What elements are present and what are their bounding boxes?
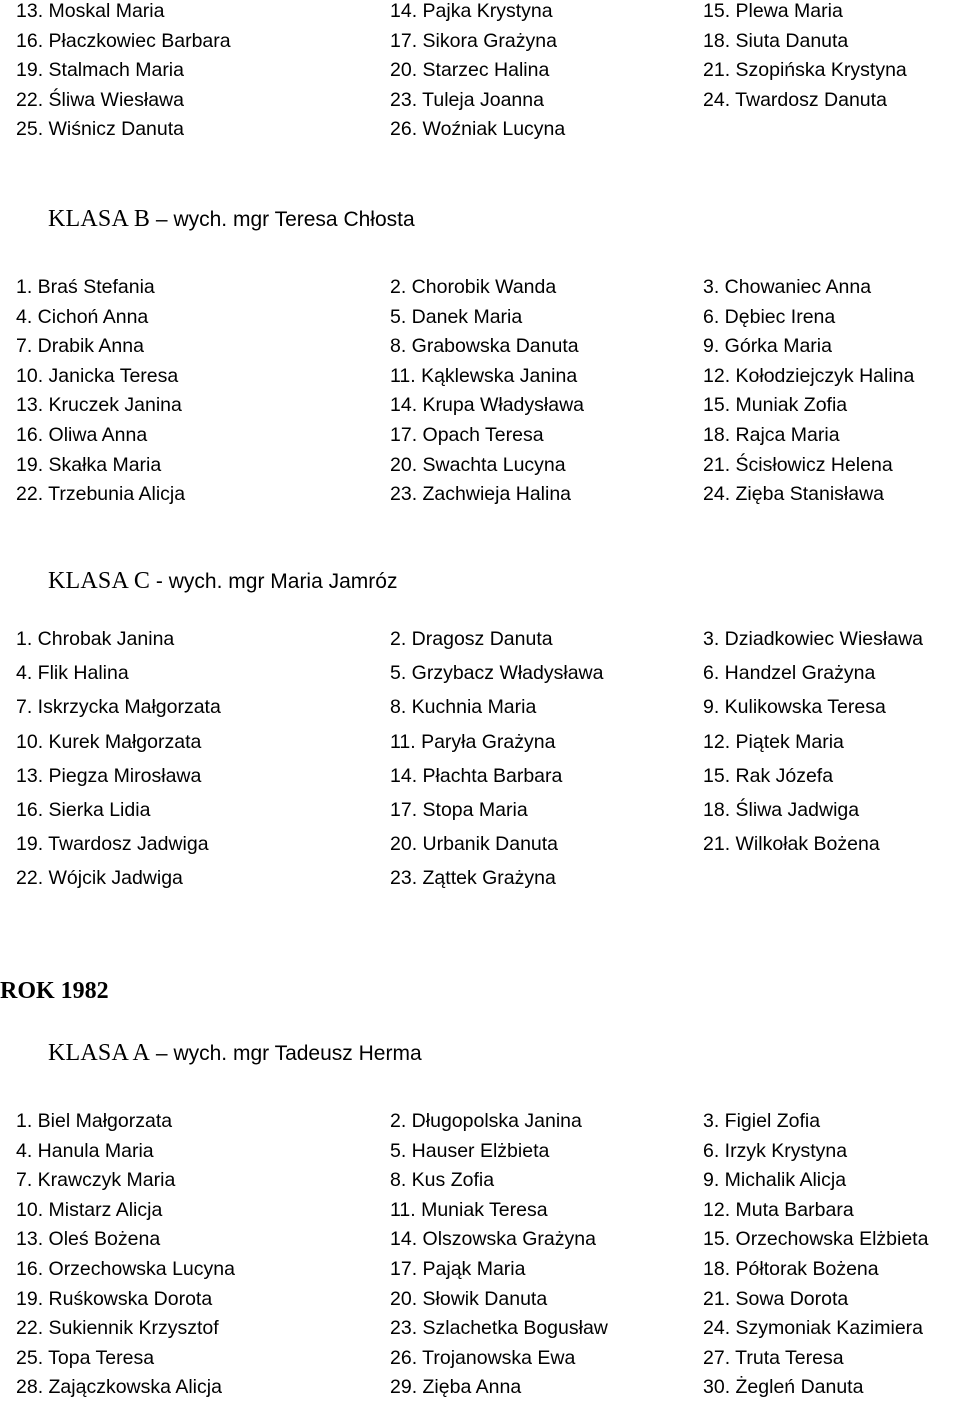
list-row [0,628,960,662]
list-row [0,394,960,424]
student-entry: 19. Skałka Maria [16,453,162,476]
student-entry: 9. Górka Maria [703,335,832,358]
list-row [0,0,960,30]
student-entry: 25. Wiśnicz Danuta [16,118,184,141]
list-row [0,365,960,395]
class-a-label: KLASA A [48,1040,151,1066]
student-entry: 28. Zajączkowska Alicja [16,1376,222,1399]
student-entry: 9. Michalik Alicja [703,1169,847,1192]
student-entry: 20. Starzec Halina [390,59,550,82]
student-entry: 1. Biel Małgorzata [16,1110,173,1132]
student-entry: 16. Płaczkowiec Barbara [16,29,231,52]
list-row [0,306,960,336]
student-entry: 10. Kurek Małgorzata [16,730,202,753]
student-entry: 6. Irzyk Krystyna [703,1139,848,1162]
student-entry: 27. Truta Teresa [703,1346,844,1369]
student-entry: 17. Sikora Grażyna [390,29,557,52]
student-entry: 15. Rak Józefa [703,764,834,787]
student-entry: 12. Kołodziejczyk Halina [703,364,915,387]
student-entry: 29. Zięba Anna [390,1376,522,1399]
student-entry: 11. Paryła Grażyna [390,730,556,753]
student-entry: 1. Braś Stefania [16,276,155,298]
student-entry: 15. Orzechowska Elżbieta [703,1228,929,1251]
student-entry: 6. Handzel Grażyna [703,662,876,685]
student-entry: 16. Oliwa Anna [16,423,148,446]
list-row [0,1317,960,1347]
student-entry: 18. Półtorak Bożena [703,1257,879,1280]
student-entry: 6. Dębiec Irena [703,305,836,328]
student-entry: 18. Rajca Maria [703,423,840,446]
list-row [0,454,960,484]
list-row [0,59,960,89]
student-entry: 4. Flik Halina [16,662,129,685]
student-entry: 2. Chorobik Wanda [390,276,557,298]
class-c-teacher: - wych. mgr Maria Jamróz [150,570,398,593]
student-entry: 23. Ząttek Grażyna [390,867,556,890]
list-row [0,424,960,454]
student-entry: 11. Muniak Teresa [390,1198,548,1221]
student-entry: 17. Opach Teresa [390,423,544,446]
list-row [0,1140,960,1170]
list-row [0,276,960,306]
list-row [0,1169,960,1199]
student-entry: 3. Figiel Zofia [703,1110,821,1132]
student-entry: 5. Danek Maria [390,305,523,328]
student-entry: 17. Pająk Maria [390,1257,526,1280]
list-row [0,89,960,119]
student-entry: 9. Kulikowska Teresa [703,696,886,719]
list-row [0,483,960,513]
class-a-heading [48,1040,422,1067]
student-entry: 14. Olszowska Grażyna [390,1228,596,1251]
student-entry: 2. Dragosz Danuta [390,628,553,650]
student-entry: 23. Zachwieja Halina [390,483,572,506]
list-row [0,1228,960,1258]
student-entry: 21. Ścisłowicz Helena [703,453,893,476]
student-entry: 19. Twardosz Jadwiga [16,833,209,856]
student-entry: 16. Sierka Lidia [16,798,151,821]
student-entry: 8. Kuchnia Maria [390,696,537,719]
student-entry: 20. Swachta Lucyna [390,453,566,476]
student-entry: 5. Hauser Elżbieta [390,1139,550,1162]
class-c-label: KLASA C [48,568,151,594]
class-a-list [0,1110,960,1406]
list-row [0,696,960,730]
student-entry: 13. Piegza Mirosława [16,764,202,787]
class-b-heading [48,206,415,233]
student-entry: 14. Płachta Barbara [390,764,563,787]
student-entry: 26. Woźniak Lucyna [390,118,566,141]
student-entry: 22. Śliwa Wiesława [16,88,184,111]
student-entry: 24. Szymoniak Kazimiera [703,1317,924,1340]
student-entry: 4. Hanula Maria [16,1139,154,1162]
student-entry: 10. Mistarz Alicja [16,1198,163,1221]
student-entry: 13. Oleś Bożena [16,1228,161,1251]
student-entry: 3. Dziadkowiec Wiesława [703,628,923,650]
list-row [0,833,960,867]
student-entry: 15. Plewa Maria [703,0,843,22]
student-entry: 13. Kruczek Janina [16,394,182,417]
list-row [0,1347,960,1377]
student-entry: 24. Zięba Stanisława [703,483,885,506]
list-row [0,118,960,148]
student-entry: 10. Janicka Teresa [16,364,179,387]
student-entry: 2. Długopolska Janina [390,1110,582,1132]
student-entry: 20. Słowik Danuta [390,1287,548,1310]
student-entry: 23. Tuleja Joanna [390,88,544,111]
student-entry: 20. Urbanik Danuta [390,833,559,856]
list-row [0,1110,960,1140]
list-row [0,1258,960,1288]
student-entry: 22. Sukiennik Krzysztof [16,1317,219,1340]
student-entry: 26. Trojanowska Ewa [390,1346,576,1369]
student-entry: 1. Chrobak Janina [16,628,175,650]
student-entry: 13. Moskal Maria [16,0,165,22]
class-c-heading [48,568,397,595]
student-entry: 5. Grzybacz Władysława [390,662,604,685]
list-row [0,867,960,901]
class-b-label: KLASA B [48,206,151,232]
year-heading: ROK 1982 [0,978,109,1004]
student-entry: 12. Piątek Maria [703,730,844,753]
student-entry: 15. Muniak Zofia [703,394,848,417]
student-entry: 23. Szlachetka Bogusław [390,1317,608,1340]
student-entry: 22. Wójcik Jadwiga [16,867,183,890]
student-entry: 21. Wilkołak Bożena [703,833,880,856]
list-row [0,662,960,696]
list-row [0,731,960,765]
student-entry: 25. Topa Teresa [16,1346,155,1369]
student-entry: 22. Trzebunia Alicja [16,483,186,506]
class-b-list [0,276,960,513]
student-entry: 21. Sowa Dorota [703,1287,849,1310]
student-entry: 18. Siuta Danuta [703,29,849,52]
list-row [0,799,960,833]
student-entry: 11. Kąklewska Janina [390,364,578,387]
student-entry: 7. Krawczyk Maria [16,1169,176,1192]
student-entry: 7. Iskrzycka Małgorzata [16,696,221,719]
class-a-teacher: – wych. mgr Tadeusz Herma [150,1042,422,1065]
student-entry: 21. Szopińska Krystyna [703,59,907,82]
student-entry: 30. Żegleń Danuta [703,1376,864,1399]
student-entry: 19. Ruśkowska Dorota [16,1287,213,1310]
student-entry: 24. Twardosz Danuta [703,88,887,111]
list-row [0,335,960,365]
student-entry: 19. Stalmach Maria [16,59,184,82]
student-entry: 12. Muta Barbara [703,1198,854,1221]
student-entry: 17. Stopa Maria [390,798,528,821]
student-entry: 8. Kus Zofia [390,1169,495,1192]
student-entry: 7. Drabik Anna [16,335,144,358]
student-entry: 14. Pajka Krystyna [390,0,553,22]
list-row [0,1288,960,1318]
class-c-list [0,628,960,902]
student-entry: 18. Śliwa Jadwiga [703,798,860,821]
class-b-teacher: – wych. mgr Teresa Chłosta [150,208,415,231]
student-entry: 3. Chowaniec Anna [703,276,872,298]
class-list-continued [0,0,960,148]
student-entry: 8. Grabowska Danuta [390,335,579,358]
student-entry: 16. Orzechowska Lucyna [16,1257,235,1280]
list-row [0,30,960,60]
list-row [0,1199,960,1229]
student-entry: 14. Krupa Władysława [390,394,585,417]
list-row [0,765,960,799]
student-entry: 4. Cichoń Anna [16,305,149,328]
list-row [0,1376,960,1406]
